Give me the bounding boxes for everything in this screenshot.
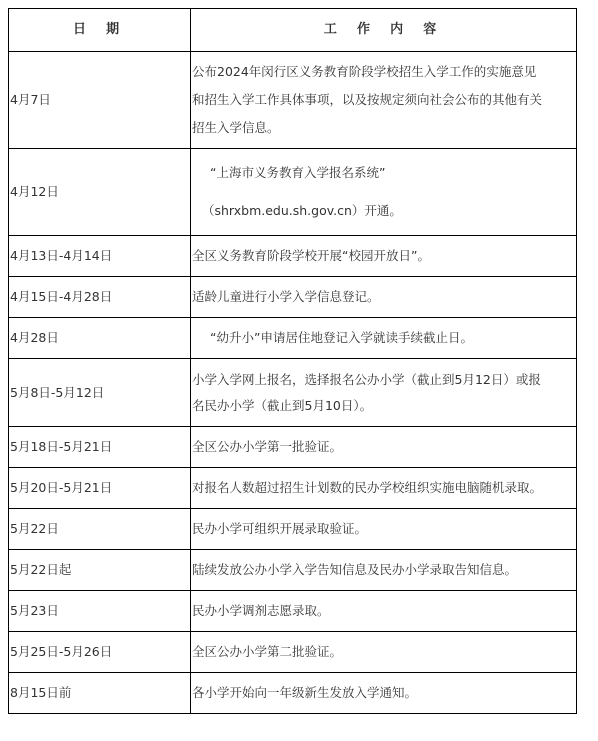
content-line: 招生入学信息。 xyxy=(192,120,280,135)
row-content: 对报名人数超过招生计划数的民办学校组织实施电脑随机录取。 xyxy=(191,468,577,509)
schedule-table-wrapper xyxy=(8,8,576,714)
table-row xyxy=(9,236,577,277)
row-content xyxy=(191,52,577,149)
row-content xyxy=(191,359,577,427)
row-content xyxy=(191,149,577,236)
row-date: 4月13日-4月14日 xyxy=(9,236,191,277)
content-line: “幼升小”申请居住地登记入学就读手续截止日。 xyxy=(210,330,473,345)
row-content: 全区义务教育阶段学校开展“校园开放日”。 xyxy=(191,236,577,277)
table-row xyxy=(9,149,577,236)
row-date: 5月20日-5月21日 xyxy=(9,468,191,509)
table-row xyxy=(9,359,577,427)
table-row xyxy=(9,427,577,468)
header-date: 日 期 xyxy=(9,9,191,52)
content-line: （shrxbm.edu.sh.gov.cn）开通。 xyxy=(202,203,402,218)
row-content: 各小学开始向一年级新生发放入学通知。 xyxy=(191,673,577,714)
row-content: 陆续发放公办小学入学告知信息及民办小学录取告知信息。 xyxy=(191,550,577,591)
header-content: 工 作 内 容 xyxy=(191,9,577,52)
row-date: 5月18日-5月21日 xyxy=(9,427,191,468)
row-content: 民办小学调剂志愿录取。 xyxy=(191,591,577,632)
table-row xyxy=(9,318,577,359)
table-row xyxy=(9,509,577,550)
table-row xyxy=(9,52,577,149)
content-line: 公布2024年闵行区义务教育阶段学校招生入学工作的实施意见 xyxy=(192,64,537,79)
row-content: 民办小学可组织开展录取验证。 xyxy=(191,509,577,550)
row-date: 5月8日-5月12日 xyxy=(9,359,191,427)
table-row xyxy=(9,591,577,632)
content-line: 小学入学网上报名，选择报名公办小学（截止到5月12日）或报 xyxy=(192,371,541,387)
row-content: 全区公办小学第一批验证。 xyxy=(191,427,577,468)
row-date: 5月23日 xyxy=(9,591,191,632)
table-row xyxy=(9,550,577,591)
row-date: 4月15日-4月28日 xyxy=(9,277,191,318)
table-header-row xyxy=(9,9,577,52)
row-date: 8月15日前 xyxy=(9,673,191,714)
table-row xyxy=(9,632,577,673)
row-date: 5月22日起 xyxy=(9,550,191,591)
row-date: 4月28日 xyxy=(9,318,191,359)
table-row xyxy=(9,673,577,714)
table-row xyxy=(9,468,577,509)
enrollment-schedule-table xyxy=(8,8,577,714)
content-line: “上海市义务教育入学报名系统” xyxy=(210,165,386,180)
row-date: 4月7日 xyxy=(9,52,191,149)
content-line: 和招生入学工作具体事项，以及按规定须向社会公布的其他有关 xyxy=(192,92,543,107)
row-content: 适龄儿童进行小学入学信息登记。 xyxy=(191,277,577,318)
table-row xyxy=(9,277,577,318)
row-date: 5月25日-5月26日 xyxy=(9,632,191,673)
content-line: 名民办小学（截止到5月10日）。 xyxy=(192,397,373,413)
row-content xyxy=(191,318,577,359)
row-date: 4月12日 xyxy=(9,149,191,236)
row-content: 全区公办小学第二批验证。 xyxy=(191,632,577,673)
row-date: 5月22日 xyxy=(9,509,191,550)
